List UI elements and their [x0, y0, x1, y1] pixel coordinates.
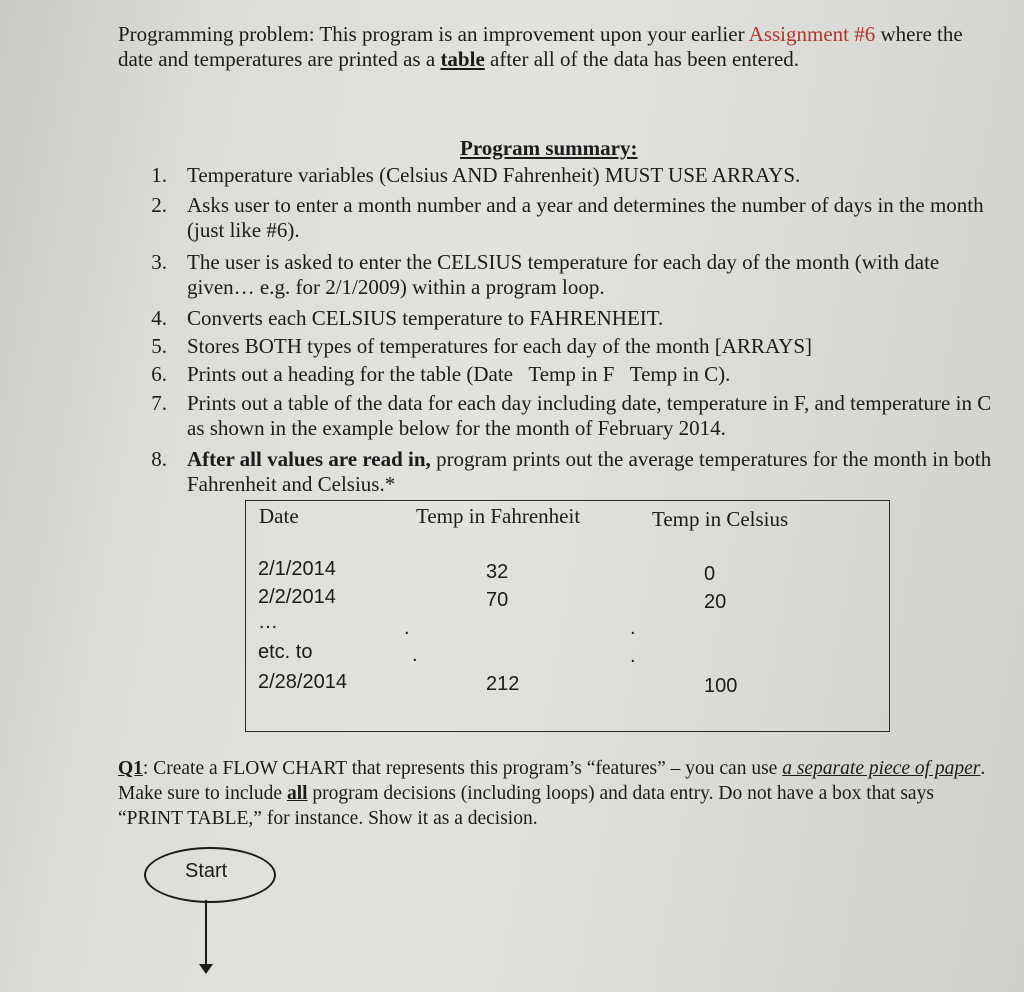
table-row-fahrenheit: 212 [486, 673, 520, 695]
table-row-celsius: 20 [704, 591, 727, 613]
summary-title: Program summary: [460, 136, 638, 160]
q1-label: Q1 [118, 758, 143, 779]
intro-suffix: after all of the data has been entered. [484, 47, 800, 71]
start-label: Start [185, 860, 228, 882]
question-1 [118, 756, 998, 831]
item-number: 4. [151, 306, 167, 330]
example-table [245, 500, 890, 732]
q1-text-2: . Make sure to include [118, 758, 986, 804]
intro-middle: where the date and temperatures are printed as a [118, 22, 963, 71]
table-row-celsius: 0 [704, 563, 716, 585]
q1-text-3: program decisions (including loops) and data entry. Do not have a box that says “PRINT TABLE,” for instance. Show it as a decision. [118, 783, 934, 829]
table-row-fahrenheit: 70 [486, 589, 509, 611]
item-number: 1. [151, 163, 167, 187]
table-row-date: etc. to [258, 641, 313, 663]
item-number: 7. [151, 391, 167, 415]
table-header-fahrenheit: Temp in Fahrenheit [416, 504, 581, 528]
item-bold-text: After all values are read in, [187, 447, 431, 471]
table-row-celsius: . [630, 645, 636, 667]
table-row-date: 2/2/2014 [258, 586, 336, 608]
item-number: 6. [151, 362, 167, 386]
item-text [187, 447, 997, 497]
table-row-date: 2/1/2014 [258, 558, 336, 580]
table-row-fahrenheit: 32 [486, 561, 509, 583]
item-number: 3. [151, 250, 167, 274]
item-rest-text: program prints out the average temperatures for the month in both Fahrenheit and Celsius.* [187, 447, 992, 496]
item-number: 5. [151, 334, 167, 358]
table-row-fahrenheit: . [404, 617, 410, 639]
q1-separate-paper: a separate piece of paper [782, 758, 981, 779]
item-text: Asks user to enter a month number and a year and determines the number of days in the month (just like #6). [187, 193, 984, 242]
item-text: Stores BOTH types of temperatures for each day of the month [ARRAYS] [187, 334, 813, 358]
q1-all: all [286, 783, 308, 804]
table-header-celsius: Temp in Celsius [652, 507, 789, 531]
item-text: The user is asked to enter the CELSIUS temperature for each day of the month (with date given… e.g. for 2/1/2009) within a program loop. [187, 250, 940, 299]
flow-arrow-line [205, 900, 207, 968]
table-word: table [440, 47, 485, 71]
table-row-date: … [258, 611, 278, 633]
assignment-reference: Assignment #6 [748, 22, 876, 46]
item-text: Converts each CELSIUS temperature to FAHRENHEIT. [187, 306, 664, 330]
table-header-date: Date [259, 504, 299, 528]
intro-paragraph [118, 22, 998, 72]
item-text: Prints out a heading for the table (Date Temp in F Temp in C). [187, 362, 731, 386]
flow-arrow-head-icon [199, 964, 213, 974]
table-row-fahrenheit: . [412, 644, 418, 666]
item-number: 8. [151, 447, 167, 471]
table-row-date: 2/28/2014 [258, 671, 347, 693]
q1-text-1: : Create a FLOW CHART that represents this program’s “features” – you can use [142, 758, 783, 779]
item-text: Prints out a table of the data for each day including date, temperature in F, and temperature in C as shown in the example below for the month of February 2014. [187, 391, 992, 440]
table-row-celsius: 100 [704, 675, 738, 697]
table-row-celsius: . [630, 617, 636, 639]
item-text: Temperature variables (Celsius AND Fahrenheit) MUST USE ARRAYS. [187, 163, 801, 187]
intro-prefix: Programming problem: This program is an improvement upon your earlier [118, 22, 749, 46]
item-number: 2. [151, 193, 167, 217]
